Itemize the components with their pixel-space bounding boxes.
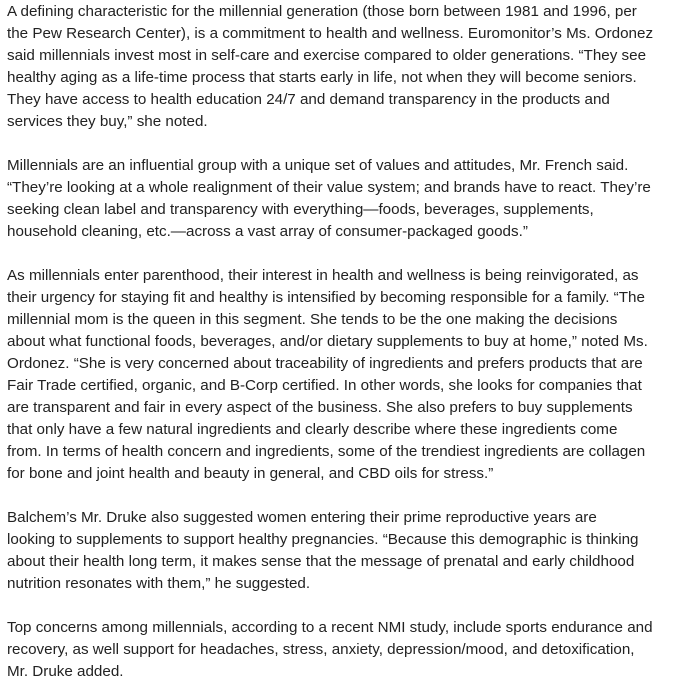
- paragraph-influential-group: Millennials are an influential group with a unique set of values and attitudes, Mr. French said. “They’re looking at a whole realignment of their value system; and brands have to react. They’re seeking clean label and transparency with everything—foods, beverages, supplements, household cleaning, etc.—across a vast array of consumer-packaged goods.”: [7, 157, 651, 240]
- paragraph-millennial-parenthood: As millennials enter parenthood, their interest in health and wellness is being reinvigorated, as their urgency for staying fit and healthy is intensified by becoming responsible for a family. “The millennial mom is the queen in this segment. She tends to be the one making the decisions about what functional foods, beverages, and/or dietary supplements to buy at home,” noted Ms. Ordonez. “She is very concerned about traceability of ingredients and prefers products that are Fair Trade certified, organic, and B-Corp certified. In other words, she looks for companies that are transparent and fair in every aspect of the business. She also prefers to buy supplements that only have a few natural ingredients and clearly describe where these ingredients come from. In terms of health concern and ingredients, some of the trendiest ingredients are collagen for bone and joint health and beauty in general, and CBD oils for stress.”: [7, 267, 648, 482]
- paragraph-millennial-health-commitment: A defining characteristic for the millennial generation (those born between 1981 and 1996, per the Pew Research Center), is a commitment to health and wellness. Euromonitor’s Ms. Ordonez said millennials invest most in self-care and exercise compared to older generations. “They see healthy aging as a life-time process that starts early in life, not when they will become seniors. They have access to health education 24/7 and demand transparency in the products and services they buy,” she noted.: [7, 3, 654, 130]
- paragraph-healthy-pregnancies: Balchem’s Mr. Druke also suggested women entering their prime reproductive years are looking to supplements to support healthy pregnancies. “Because this demographic is thinking about their health long term, it makes sense that the message of prenatal and early childhood nutrition resonates with them,” he suggested.: [7, 509, 639, 592]
- paragraph-top-concerns: Top concerns among millennials, according to a recent NMI study, include sports endurance and recovery, as well support for headaches, stress, anxiety, depression/mood, and detoxification, Mr. Druke added.: [7, 619, 653, 680]
